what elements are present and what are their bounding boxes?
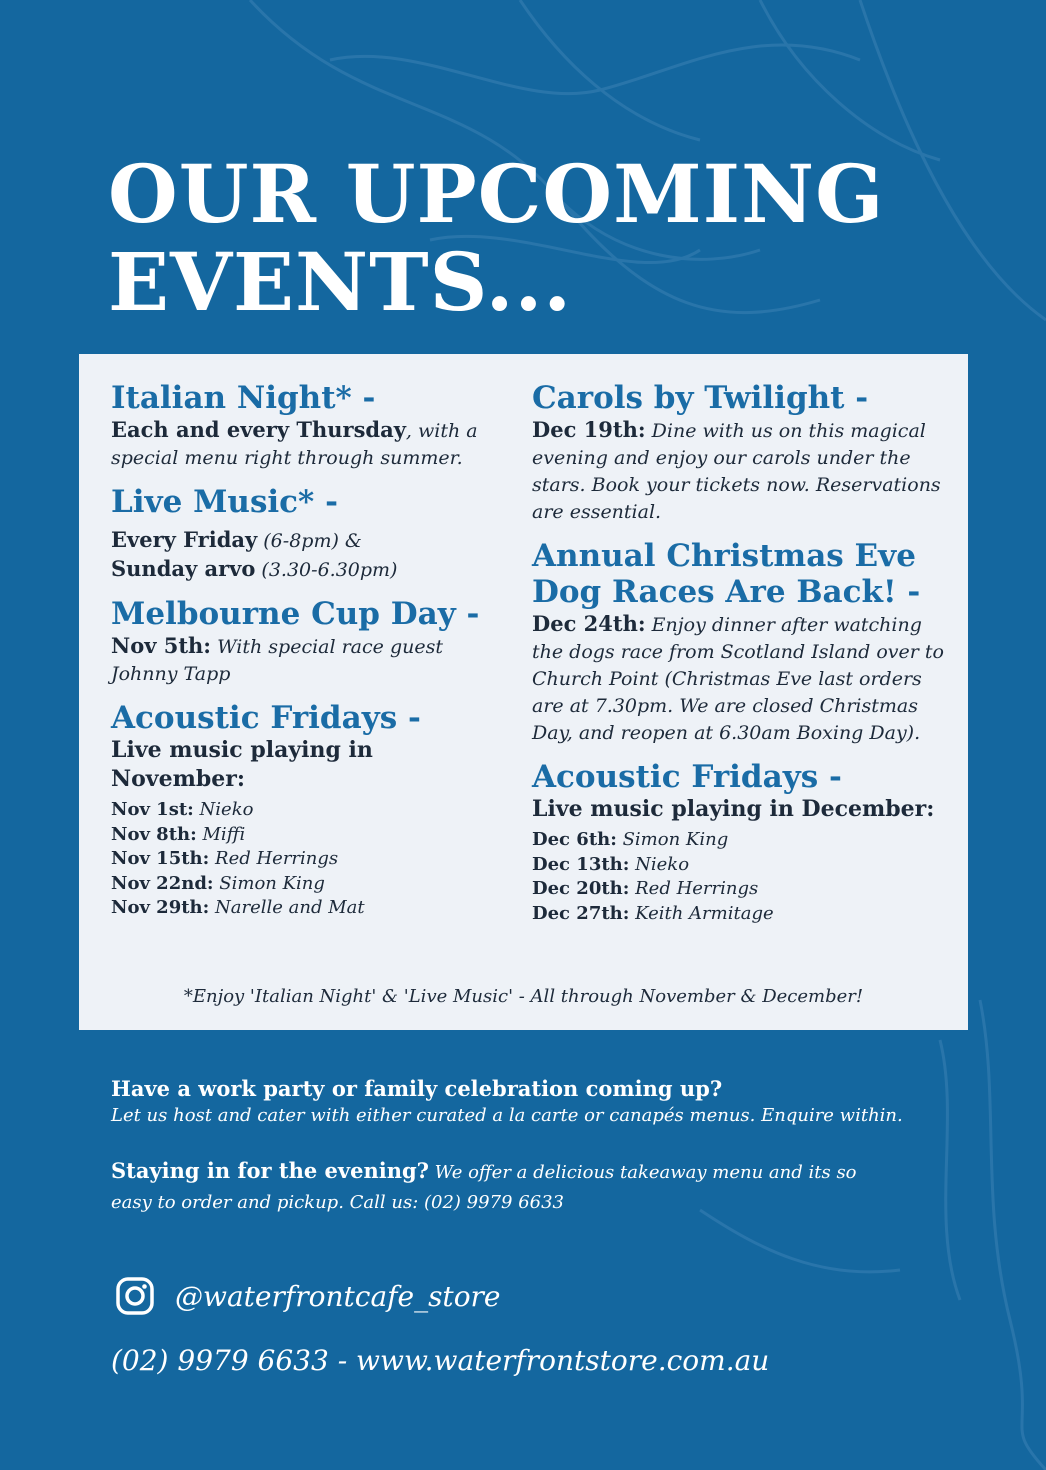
event-heading: Annual Christmas Eve Dog Races Are Back! - — [532, 538, 921, 610]
promo-text: We offer a delicious takeaway menu and its so easy to order and pickup. Call us: (02) 9979 6633 — [111, 1162, 857, 1213]
event-heading: Melbourne Cup Day - — [111, 596, 480, 632]
contact-line[interactable]: (02) 9979 6633 - www.waterfrontstore.com.au — [111, 1344, 770, 1377]
event-subheading: Live music playing in December: — [532, 796, 935, 822]
list-item: Dec 6th: Simon King — [532, 829, 729, 850]
event-heading: Live Music* - — [111, 484, 338, 520]
list-item: Nov 1st: Nieko — [111, 799, 254, 820]
events-column-right — [532, 380, 947, 938]
event-acoustic-december — [532, 759, 947, 926]
list-item: Dec 27th: Keith Armitage — [532, 902, 774, 924]
event-heading: Carols by Twilight - — [532, 380, 869, 416]
social-link[interactable] — [115, 1276, 501, 1316]
event-dog-races — [532, 538, 947, 747]
title-line-2: EVENTS... — [108, 235, 573, 329]
event-italian-night — [111, 380, 511, 472]
event-body: Every Friday (6-8pm) & Sunday arvo (3.30-6.30pm) — [111, 527, 398, 581]
event-heading: Acoustic Fridays - — [532, 759, 842, 795]
lineup-list — [111, 798, 511, 921]
instagram-icon — [115, 1276, 155, 1316]
promo-text: Let us host and cater with either curated a la carte or canapés menus. Enquire within. — [111, 1105, 903, 1126]
event-carols — [532, 380, 947, 526]
promo-takeaway — [111, 1156, 871, 1218]
list-item: Nov 22nd: Simon King — [111, 872, 325, 894]
list-item: Nov 15th: Red Herrings — [111, 848, 339, 869]
event-acoustic-november — [111, 700, 511, 921]
event-body: Nov 5th: With special race guest Johnny Tapp — [111, 633, 443, 685]
promo-lead: Have a work party or family celebration coming up? — [111, 1076, 723, 1101]
promo-lead: Staying in for the evening? — [111, 1158, 429, 1183]
promo-work-party — [111, 1076, 903, 1131]
footnote: *Enjoy 'Italian Night' & 'Live Music' - All through November & December! — [183, 986, 864, 1007]
title-line-1: OUR UPCOMING — [108, 147, 885, 241]
lineup-list — [532, 828, 947, 926]
event-heading: Acoustic Fridays - — [111, 700, 421, 736]
instagram-handle[interactable]: @waterfrontcafe_store — [175, 1279, 501, 1313]
list-item: Nov 8th: Miffi — [111, 823, 246, 845]
list-item: Dec 13th: Nieko — [532, 853, 690, 875]
events-column-left — [111, 380, 511, 933]
list-item: Nov 29th: Narelle and Mat — [111, 897, 365, 918]
events-panel — [79, 354, 968, 1030]
event-body: Dec 19th: Dine with us on this magical evening and enjoy our carols under the stars. Book your tickets now. Reservations are essential. — [532, 417, 941, 523]
event-subheading: Live music playing in November: — [111, 737, 373, 792]
event-melbourne-cup — [111, 596, 511, 688]
event-heading: Italian Night* - — [111, 380, 376, 416]
event-body: Each and every Thursday, with a special menu right through summer. — [111, 417, 478, 469]
event-body: Dec 24th: Enjoy dinner after watching the dogs race from Scotland Island over to Church Point (Christmas Eve last orders are at 7.30pm. We are closed Christmas Day, and reopen at 6.30am Boxing Day). — [532, 611, 944, 744]
page-title — [108, 147, 885, 329]
event-live-music — [111, 484, 511, 584]
list-item: Dec 20th: Red Herrings — [532, 878, 759, 899]
